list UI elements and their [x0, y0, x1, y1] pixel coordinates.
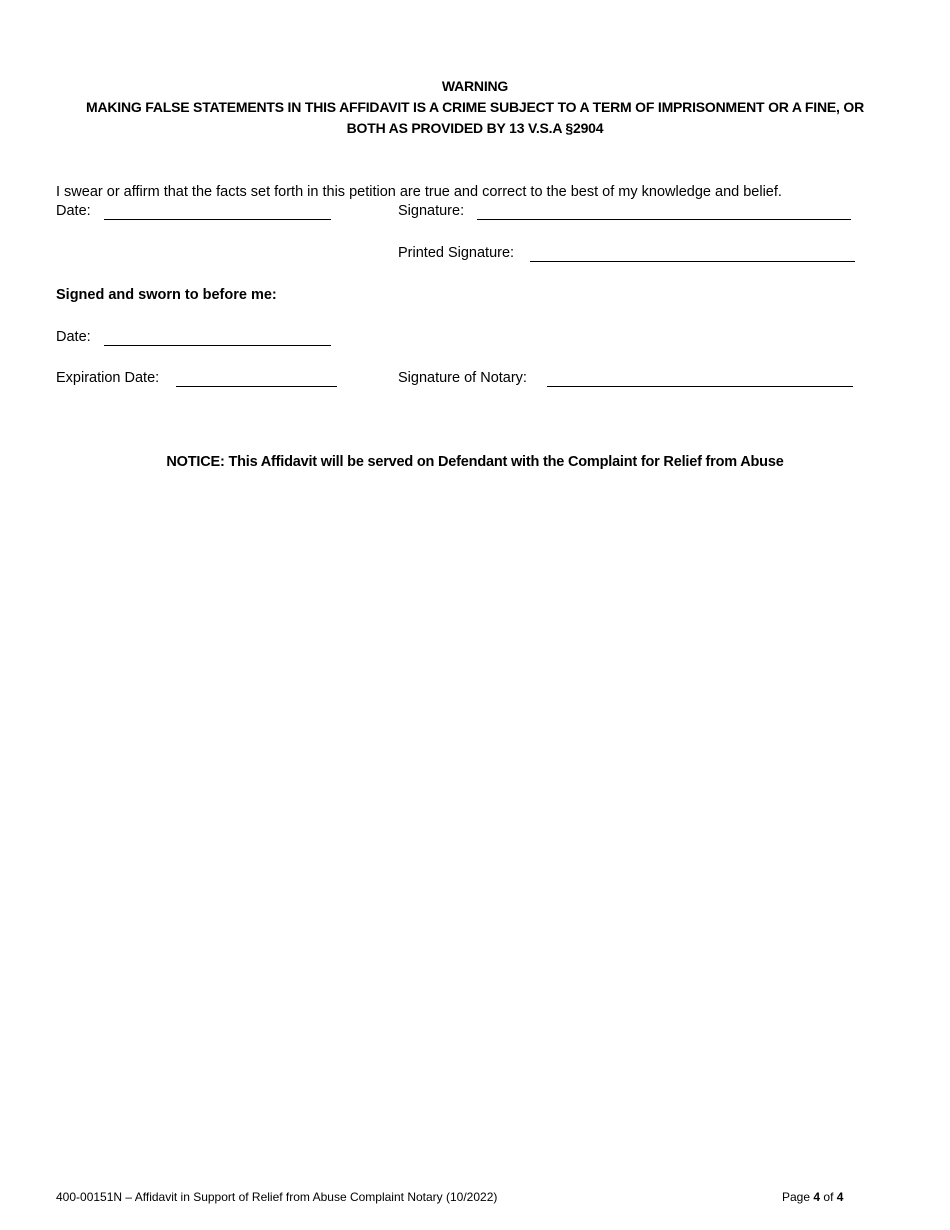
notary-signature-field[interactable] — [547, 386, 853, 387]
notary-signature-label: Signature of Notary: — [398, 370, 527, 386]
printed-signature-label: Printed Signature: — [398, 245, 515, 261]
signature-field[interactable] — [477, 219, 851, 220]
expiration-date-label: Expiration Date: — [56, 370, 160, 386]
page-prefix: Page — [782, 1190, 811, 1204]
signature-label: Signature: — [398, 203, 465, 219]
notice: NOTICE: This Affidavit will be served on Defendant with the Complaint for Relief from Abuse — [166, 454, 784, 470]
footer-form-id: 400-00151N – Affidavit in Support of Relief from Abuse Complaint Notary (10/2022) — [56, 1190, 498, 1204]
notary-date-field[interactable] — [104, 345, 331, 346]
date-label: Date: — [56, 203, 91, 219]
page-number — [782, 1190, 843, 1204]
date-field[interactable] — [104, 219, 331, 220]
expiration-date-field[interactable] — [176, 386, 337, 387]
warning-line-1: MAKING FALSE STATEMENTS IN THIS AFFIDAVIT IS A CRIME SUBJECT TO A TERM OF IMPRISONMENT OR A FINE, OR — [85, 99, 864, 115]
page-of: of — [823, 1190, 834, 1204]
notary-date-label: Date: — [56, 329, 91, 345]
printed-signature-field[interactable] — [530, 261, 855, 262]
warning-title: WARNING — [441, 78, 509, 94]
warning-line-2: BOTH AS PROVIDED BY 13 V.S.A §2904 — [346, 120, 604, 136]
oath-statement: I swear or affirm that the facts set forth in this petition are true and correct to the best of my knowledge and belief. — [56, 184, 782, 200]
sworn-heading: Signed and sworn to before me: — [56, 287, 277, 303]
page-total: 4 — [836, 1190, 844, 1204]
page-current: 4 — [813, 1190, 821, 1204]
